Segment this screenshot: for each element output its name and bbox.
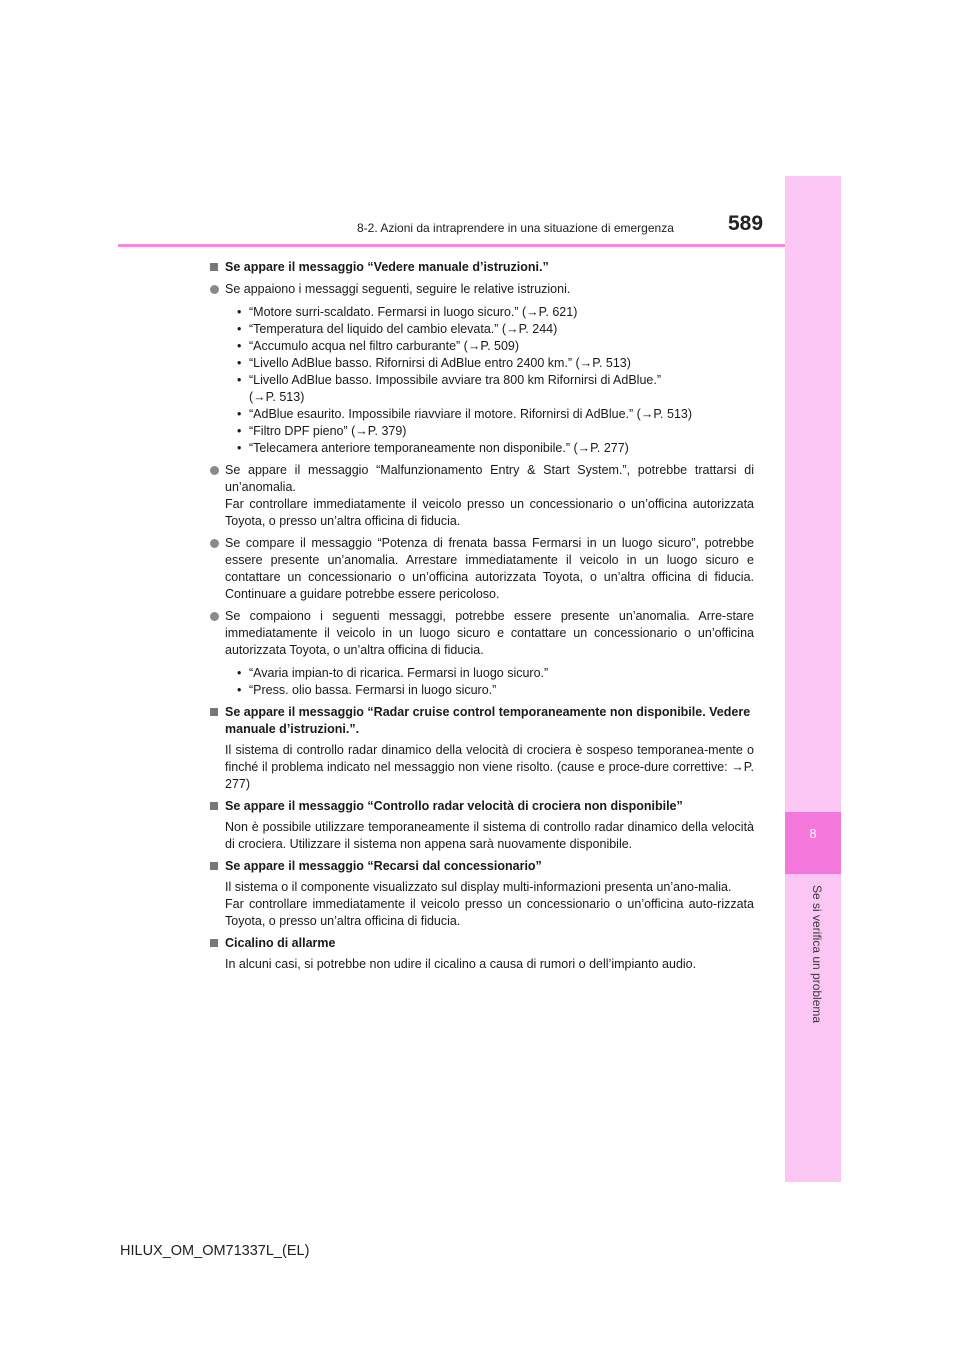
bullet-paragraph: Se compare il messaggio “Potenza di frenata bassa Fermarsi in un luogo sicuro”, potrebbe essere presente un’anomalia. Arrestare immediatamente il veicolo in un luogo sicuro e contattare un concessionario o un’officina autorizzata Toyota, o un’altra officina di fiducia. Continuare a guidare potrebbe essere pericoloso. (209, 535, 754, 603)
list-item: • “Accumulo acqua nel filtro carburante” (→P. 509) (237, 338, 754, 355)
section-heading: Cicalino di allarme (209, 935, 754, 952)
list-item: • “Filtro DPF pieno” (→P. 379) (237, 423, 754, 440)
chapter-number: 8 (809, 826, 817, 841)
bullet-dot-icon (210, 539, 219, 548)
message-list (209, 304, 754, 457)
document-code: HILUX_OM_OM71337L_(EL) (120, 1243, 310, 1259)
page-content (209, 254, 754, 973)
list-item: • “Temperatura del liquido del cambio elevata.” (→P. 244) (237, 321, 754, 338)
paragraph: In alcuni casi, si potrebbe non udire il cicalino a causa di rumori o dell’impianto audio. (225, 957, 697, 971)
list-item: • “Press. olio bassa. Fermarsi in luogo sicuro.” (237, 682, 754, 699)
section-heading: Se appare il messaggio “Controllo radar velocità di crociera non disponibile” (209, 798, 754, 815)
section-title: 8-2. Azioni da intraprendere in una situazione di emergenza (357, 221, 674, 235)
chapter-number-box (785, 812, 841, 874)
list-item: • “Telecamera anteriore temporaneamente non disponibile.” (→P. 277) (237, 440, 754, 457)
bullet-paragraph: Se appare il messaggio “Malfunzionamento Entry & Start System.”, potrebbe trattarsi di un’anomalia. Far controllare immediatamente il veicolo presso un concessionario o un’officina autorizzata Toyota, o presso un’altra officina di fiducia. (209, 462, 754, 530)
section-heading: Se appare il messaggio “Radar cruise control temporaneamente non disponibile. Vedere manuale d’istruzioni.”. (209, 704, 754, 738)
list-item: • “Livello AdBlue basso. Impossibile avviare tra 800 km Rifornirsi di AdBlue.” (→P. 513) (237, 372, 754, 406)
message-list (209, 665, 754, 699)
bullet-dot-icon (210, 612, 219, 621)
bullet-paragraph: Se appaiono i messaggi seguenti, seguire le relative istruzioni. (209, 281, 754, 298)
bullet-paragraph: Se compaiono i seguenti messaggi, potrebbe essere presente un’anomalia. Arre-stare immediatamente il veicolo in un luogo sicuro e contattare un concessionario o un’officina autorizzata Toyota, o un’altra officina di fiducia. (209, 608, 754, 659)
list-item: • “Avaria impian-to di ricarica. Fermarsi in luogo sicuro.” (237, 665, 754, 682)
chapter-label: Se si verifica un problema (810, 885, 824, 1024)
section-heading: Se appare il messaggio “Vedere manuale d’istruzioni.” (209, 259, 754, 276)
bullet-dot-icon (210, 466, 219, 475)
chapter-side-tab (785, 176, 841, 1182)
list-item: • “AdBlue esaurito. Impossibile riavviare il motore. Rifornirsi di AdBlue.” (→P. 513) (237, 406, 754, 423)
list-item: • “Motore surri-scaldato. Fermarsi in luogo sicuro.” (→P. 621) (237, 304, 754, 321)
paragraph: Il sistema di controllo radar dinamico della velocità di crociera è sospeso temporanea-mente o finché il problema indicato nel messaggio non viene risolto. (cause e proce-dure correttive: →P. 277) (225, 743, 754, 791)
header-rule (118, 244, 785, 247)
list-item: • “Livello AdBlue basso. Rifornirsi di AdBlue entro 2400 km.” (→P. 513) (237, 355, 754, 372)
paragraph: Il sistema o il componente visualizzato sul display multi-informazioni presenta un’ano-malia. Far controllare immediatamente il veicolo presso un concessionario o un’officina auto-rizzata Toyota, o presso un’altra officina di fiducia. (225, 880, 754, 928)
page-number: 589 (728, 212, 764, 235)
paragraph: Non è possibile utilizzare temporaneamente il sistema di controllo radar dinamico della velocità di crociera. Utilizzare il sistema non appena sarà nuovamente disponibile. (225, 820, 754, 851)
bullet-dot-icon (210, 285, 219, 294)
section-heading: Se appare il messaggio “Recarsi dal concessionario” (209, 858, 754, 875)
